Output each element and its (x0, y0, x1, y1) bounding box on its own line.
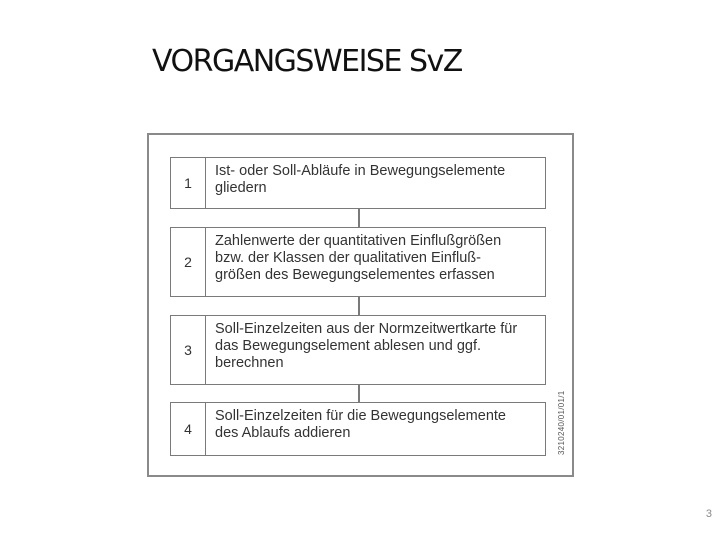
connector-3-4 (358, 385, 360, 402)
page-number: 3 (705, 508, 712, 520)
connector-1-2 (358, 209, 360, 227)
step-number: 3 (171, 316, 206, 384)
step-text: Soll-Einzelzeiten für die Bewegungselemente des Ablaufs addieren (215, 408, 506, 441)
step-box-4 (170, 402, 546, 456)
step-text: Zahlenwerte der quantitativen Einflußgrößen bzw. der Klassen der qualitativen Einfluß- größen des Bewegungselementes erfassen (215, 233, 502, 283)
step-box-1 (170, 157, 546, 209)
step-number: 1 (171, 158, 206, 208)
step-box-3 (170, 315, 546, 385)
slide-title: VORGANGSWEISE SvZ (152, 44, 462, 79)
connector-2-3 (358, 297, 360, 315)
step-text: Soll-Einzelzeiten aus der Normzeitwertkarte für das Bewegungselement ablesen und ggf. berechnen (215, 321, 518, 371)
figure-code: 3210240/01/01/1 (557, 390, 566, 455)
step-number: 2 (171, 228, 206, 296)
step-box-2 (170, 227, 546, 297)
step-number: 4 (171, 403, 206, 455)
step-text: Ist- oder Soll-Abläufe in Bewegungselemente gliedern (215, 163, 506, 196)
